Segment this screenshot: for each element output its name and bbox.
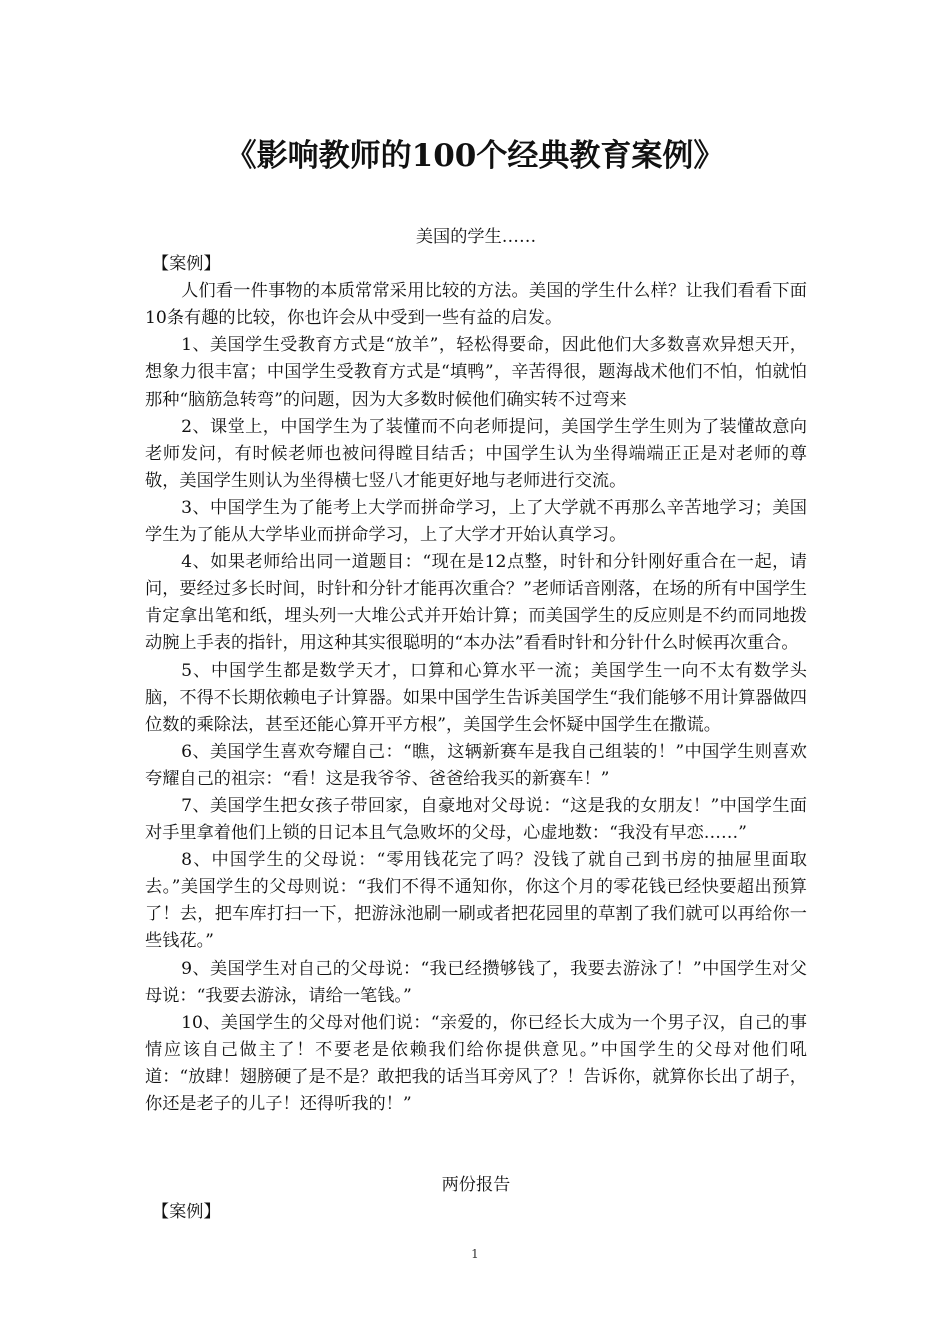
paragraph-item-3: 3、中国学生为了能考上大学而拼命学习，上了大学就不再那么辛苦地学习；美国学生为了能从大学毕业而拼命学习，上了大学才开始认真学习。 xyxy=(145,497,807,546)
paragraph-item-7: 7、美国学生把女孩子带回家，自豪地对父母说：“这是我的女朋友！”中国学生面对手里拿着他们上锁的日记本且气急败坏的父母，心虚地数：“我没有早恋……” xyxy=(145,795,807,844)
paragraph-item-6: 6、美国学生喜欢夸耀自己：“瞧，这辆新赛车是我自己组装的！”中国学生则喜欢夸耀自己的祖宗：“看！这是我爷爷、爸爸给我买的新赛车！” xyxy=(145,741,807,789)
document-body xyxy=(145,224,807,1226)
section-american-students xyxy=(145,224,807,1118)
paragraph-item-2: 2、课堂上，中国学生为了装懂而不向老师提问，美国学生学生则为了装懂故意向老师发问，有时候老师也被问得瞠目结舌；中国学生认为坐得端端正正是对老师的尊敬，美国学生则认为坐得横七竖八才能更好地与老师进行交流。 xyxy=(145,416,807,491)
paragraph-item-4: 4、如果老师给出同一道题目：“现在是12点整，时针和分针刚好重合在一起，请问，要经过多长时间，时针和分针才能再次重合？”老师话音刚落，在场的所有中国学生肯定拿出笔和纸，埋头列一大堆公式并开始计算；而美国学生的反应则是不约而同地拨动腕上手表的指针，用这种其实很聪明的“本办法”看看时针和分针什么时候再次重合。 xyxy=(145,552,807,654)
paragraph-item-8: 8、中国学生的父母说：“零用钱花完了吗？没钱了就自己到书房的抽屉里面取去。”美国学生的父母则说：“我们不得不通知你，你这个月的零花钱已经快要超出预算了！去，把车库打扫一下，把游泳池刷一刷或者把花园里的草割了我们就可以再给你一些钱花。” xyxy=(145,850,807,952)
paragraph-item-5: 5、中国学生都是数学天才，口算和心算水平一流；美国学生一向不太有数学头脑，不得不长期依赖电子计算器。如果中国学生告诉美国学生“我们能够不用计算器做四位数的乘除法，甚至还能心算开平方根”，美国学生会怀疑中国学生在撒谎。 xyxy=(145,660,807,735)
case-label: 【案例】 xyxy=(151,1202,221,1223)
page-number: 1 xyxy=(471,1247,479,1261)
paragraph-intro: 人们看一件事物的本质常常采用比较的方法。美国的学生什么样？让我们看看下面10条有趣的比较，你也许会从中受到一些有益的启发。 xyxy=(145,281,807,329)
section-two-reports xyxy=(145,1172,807,1226)
paragraph-item-1: 1、美国学生受教育方式是“放羊”，轻松得要命，因此他们大多数喜欢异想天开，想象力很丰富；中国学生受教育方式是“填鸭”，辛苦得很，题海战术他们不怕，怕就怕那种“脑筋急转弯”的问题，因为大多数时候他们确实转不过弯来 xyxy=(145,335,807,410)
document-title: 《影响教师的100个经典教育案例》 xyxy=(225,138,725,174)
paragraph-item-10: 10、美国学生的父母对他们说：“亲爱的，你已经长大成为一个男子汉，自己的事情应该自己做主了！不要老是依赖我们给你提供意见。”中国学生的父母对他们吼道：“放肆！翅膀硬了是不是？敢把我的话当耳旁风了？！告诉你，就算你长出了胡子，你还是老子的儿子！还得听我的！” xyxy=(145,1012,807,1114)
section-heading: 两份报告 xyxy=(441,1175,511,1196)
case-label: 【案例】 xyxy=(151,254,221,275)
paragraph-item-9: 9、美国学生对自己的父母说：“我已经攒够钱了，我要去游泳了！”中国学生对父母说：“我要去游泳，请给一笔钱。” xyxy=(145,958,807,1006)
section-heading: 美国的学生…… xyxy=(415,227,537,247)
